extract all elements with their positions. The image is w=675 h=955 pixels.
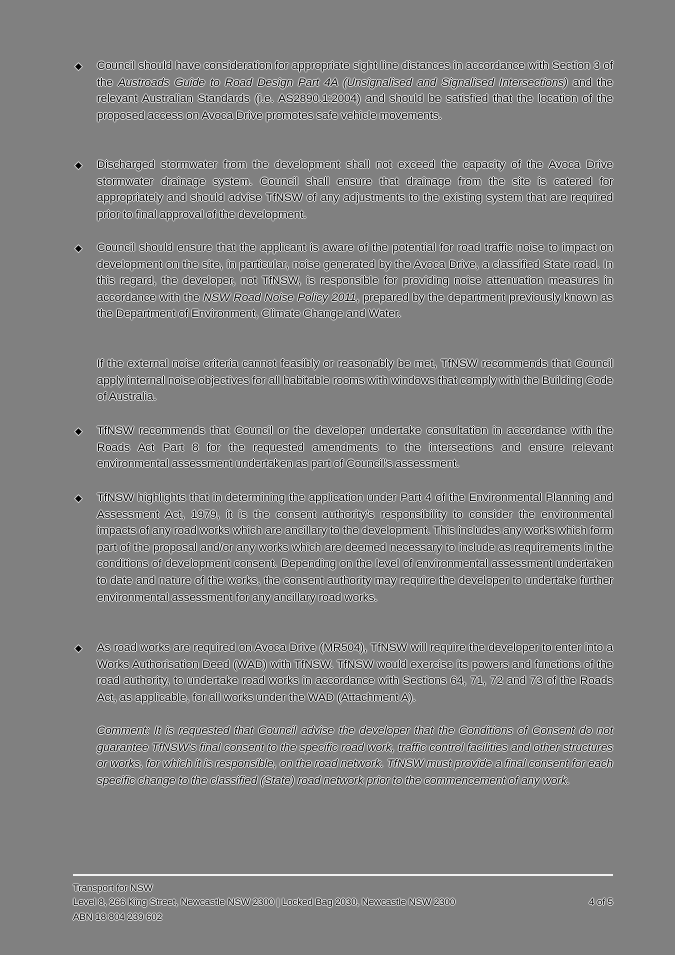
paragraph: TfNSW highlights that in determining the application under Part 4 of the Environmental Planning and Assessment Act, 1979, it is the consent authority's responsibility to consider the environmental impacts of any road works which are ancillary to the development. This includes any works which form part of the proposal and/or any works which are deemed necessary to include as requirements in the conditions of development consent. Depending on the level of environmental assessment undertaken to date and nature of the works, the consent authority may require the developer to undertake further environmental assessment for any ancillary road works.	[97, 492, 613, 604]
footer-divider	[73, 874, 613, 876]
bullet-item-works-authorisation-deed	[73, 640, 613, 706]
bullet-item-consultation	[73, 423, 613, 473]
paragraph: Comment: It is requested that Council advise the developer that the Conditions of Consent do not guarantee TfNSW's final consent to the specific road work, traffic control facilities and other structures or works, for which it is responsible, on the road network. TfNSW must provide a final consent for each specific change to the classified (State) road network prior to the commencement of any work.	[97, 725, 613, 787]
paragraph: TfNSW recommends that Council or the developer undertake consultation in accordance with the Roads Act Part 8 for the requested amendments to the intersections and ensure relevant environmental assessment undertaken as part of Council's assessment.	[97, 425, 613, 471]
paragraph: If the external noise criteria cannot feasibly or reasonably be met, TfNSW recommends that Council apply internal noise objectives for all habitable rooms with windows that comply with the Building Code of Australia.	[97, 358, 613, 404]
bullet-icon: ◆	[75, 426, 82, 436]
footer-abn: ABN 18 804 239 602	[73, 911, 163, 923]
page-number: 4 of 5	[588, 897, 613, 909]
bullet-item-environmental-assessment	[73, 490, 613, 606]
bullet-item-road-noise	[73, 240, 613, 323]
paragraph: Discharged stormwater from the development shall not exceed the capacity of the Avoca Drive stormwater drainage system. Council shall ensure that drainage from the site is catered for appropriately and should advise TfNSW of any adjustments to the existing system that are required prior to final approval of the development.	[97, 159, 613, 221]
bullet-icon: ◆	[75, 243, 82, 253]
page-footer	[73, 882, 613, 925]
continuation-comment	[73, 723, 613, 789]
bullet-icon: ◆	[75, 493, 82, 503]
paragraph: Council should have consideration for appropriate sight line distances in accordance with Section 3 of the Austroads Guide to Road Design Part 4A (Unsignalised and Signalised Intersections) and the relevant Australian Standards (i.e. AS2890.1:2004) and should be satisfied that the location of the proposed access on Avoca Drive promotes safe vehicle movements.	[97, 60, 614, 122]
bullet-item-sight-distances	[73, 58, 613, 124]
bullet-icon: ◆	[75, 61, 82, 71]
paragraph: Council should ensure that the applicant is aware of the potential for road traffic noise to impact on development on the site, in particular, noise generated by the Avoca Drive, a classified State road. In this regard, the developer, not TfNSW, is responsible for providing noise attenuation measures in accordance with the NSW Road Noise Policy 2011, prepared by the department previously known as the Department of Environment, Climate Change and Water.	[97, 242, 613, 321]
bullet-item-stormwater	[73, 157, 613, 223]
continuation-internal-noise	[73, 356, 613, 406]
bullet-icon: ◆	[75, 643, 82, 653]
footer-address: Level 8, 266 King Street, Newcastle NSW 2300 | Locked Bag 2030, Newcastle NSW 2300	[73, 897, 456, 909]
footer-org: Transport for NSW	[73, 883, 153, 894]
bullet-icon: ◆	[75, 160, 82, 170]
paragraph: As road works are required on Avoca Drive (MR504), TfNSW will require the developer to enter into a Works Authorisation Deed (WAD) with TfNSW. TfNSW would exercise its powers and functions of the road authority, to undertake road works in accordance with Sections 64, 71, 72 and 73 of the Roads Act, as applicable, for all works under the WAD (Attachment A).	[97, 642, 613, 704]
